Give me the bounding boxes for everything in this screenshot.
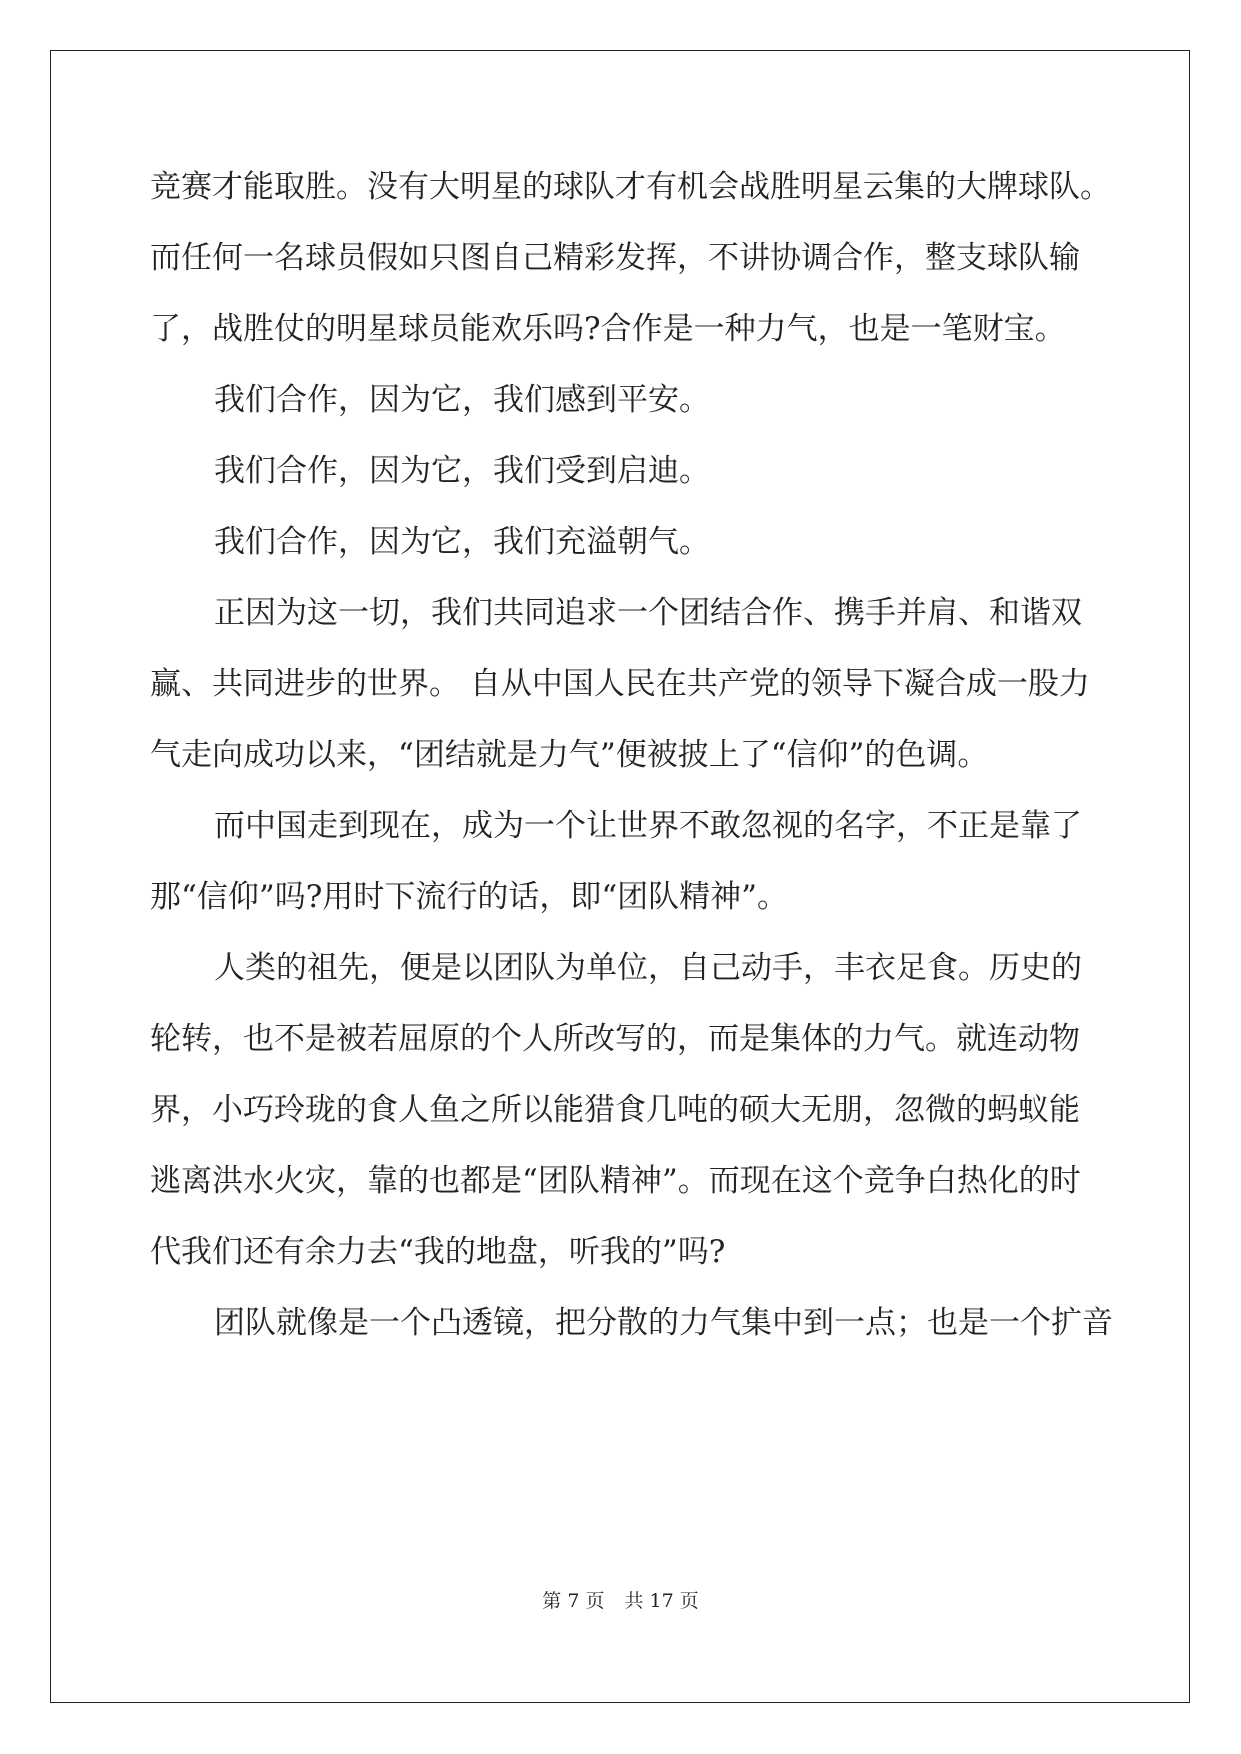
page-number: 第 7 页 bbox=[542, 1590, 605, 1612]
text-line: 气走向成功以来，“团结就是力气”便被披上了“信仰”的色调。 bbox=[150, 737, 989, 773]
text-line: 轮转，也不是被若屈原的个人所改写的，而是集体的力气。就连动物 bbox=[150, 1021, 1080, 1057]
text-line: 逃离洪水火灾，靠的也都是“团队精神”。而现在这个竞争白热化的时 bbox=[150, 1163, 1081, 1199]
text-line: 赢、共同进步的世界。 自从中国人民在共产党的领导下凝合成一股力 bbox=[150, 666, 1090, 702]
text-line: 人类的祖先，便是以团队为单位，自己动手，丰衣足食。历史的 bbox=[214, 950, 1082, 986]
text-line: 竞赛才能取胜。没有大明星的球队才有机会战胜明星云集的大牌球队。 bbox=[150, 169, 1111, 205]
text-line: 那“信仰”吗?用时下流行的话，即“团队精神”。 bbox=[150, 879, 789, 915]
text-line: 界，小巧玲珑的食人鱼之所以能猎食几吨的硕大无朋，忽微的蚂蚁能 bbox=[150, 1092, 1080, 1128]
text-line: 团队就像是一个凸透镜，把分散的力气集中到一点；也是一个扩音 bbox=[214, 1305, 1113, 1341]
text-line: 我们合作，因为它，我们受到启迪。 bbox=[214, 453, 710, 489]
text-line: 正因为这一切，我们共同追求一个团结合作、携手并肩、和谐双 bbox=[214, 595, 1082, 631]
document-body bbox=[150, 152, 1113, 1359]
text-line: 我们合作，因为它，我们感到平安。 bbox=[214, 382, 710, 418]
text-line: 我们合作，因为它，我们充溢朝气。 bbox=[214, 524, 710, 560]
text-line: 而中国走到现在，成为一个让世界不敢忽视的名字，不正是靠了 bbox=[214, 808, 1082, 844]
text-line: 代我们还有余力去“我的地盘，听我的”吗? bbox=[150, 1234, 726, 1270]
text-line: 而任何一名球员假如只图自己精彩发挥，不讲协调合作，整支球队输 bbox=[150, 240, 1080, 276]
page-total: 共 17 页 bbox=[624, 1590, 699, 1612]
text-line: 了，战胜仗的明星球员能欢乐吗?合作是一种力气，也是一笔财宝。 bbox=[150, 311, 1066, 347]
page-footer bbox=[0, 1586, 1241, 1613]
